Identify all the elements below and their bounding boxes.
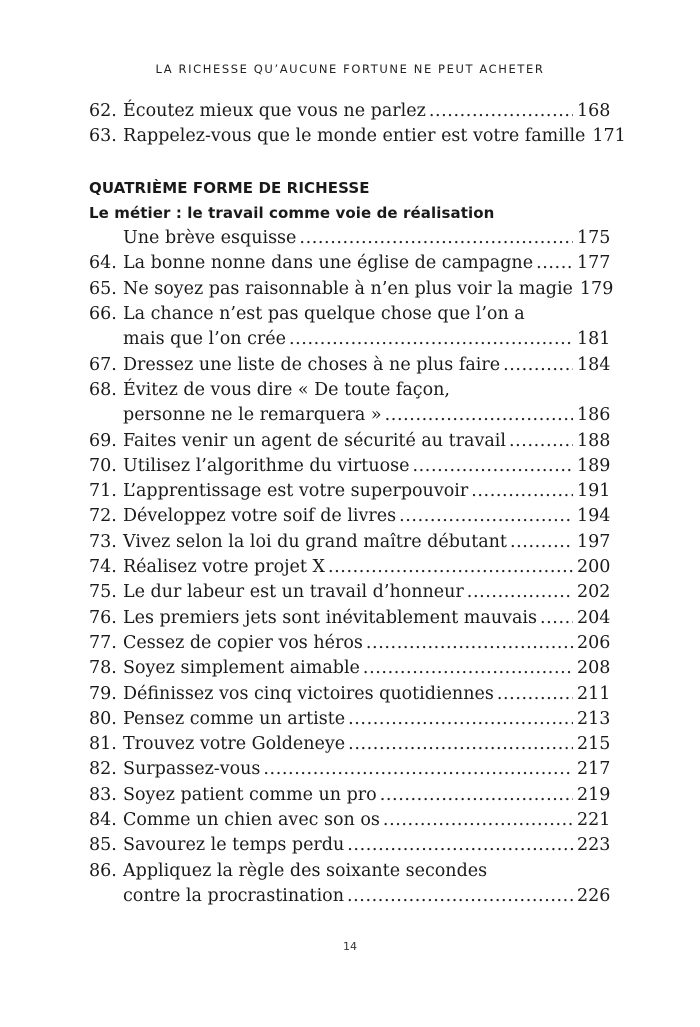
- table-of-contents: [89, 99, 626, 909]
- toc-entry: [89, 833, 609, 858]
- entry-number: 72.: [89, 506, 117, 527]
- toc-entry: [89, 530, 609, 555]
- toc-entry: [89, 631, 609, 656]
- entry-number: 74.: [89, 557, 117, 578]
- section-label: QUATRIÈME FORME DE RICHESSE: [89, 178, 370, 197]
- dot-leader: [348, 732, 573, 757]
- dot-leader: [471, 479, 573, 504]
- entry-page: 171: [592, 126, 626, 147]
- entry-title: Cessez de copier vos héros: [123, 632, 363, 653]
- section-spacer: [89, 150, 609, 176]
- toc-entry: [89, 99, 609, 124]
- dot-leader: [467, 580, 573, 605]
- toc-entries: [89, 251, 614, 909]
- entry-page: 204: [577, 607, 611, 628]
- dot-leader: [503, 353, 573, 378]
- entry-title: Réalisez votre projet X: [123, 557, 325, 578]
- toc-entry-continuation: [89, 884, 609, 909]
- dot-leader: [299, 226, 573, 251]
- toc-entry: [89, 859, 609, 884]
- dot-leader: [347, 884, 573, 909]
- entry-number: 84.: [89, 810, 117, 831]
- toc-entry: [89, 504, 609, 529]
- entry-number: 69.: [89, 430, 117, 451]
- entry-title: Développez votre soif de livres: [123, 506, 397, 527]
- toc-entry: [89, 251, 609, 276]
- entry-title: Savourez le temps perdu: [123, 835, 345, 856]
- entry-title: Rappelez-vous que le monde entier est votre famille: [123, 126, 586, 147]
- entry-page: 208: [577, 658, 611, 679]
- entry-number: 67.: [89, 354, 117, 375]
- entry-number: 85.: [89, 835, 117, 856]
- entry-page: 217: [577, 759, 611, 780]
- dot-leader: [497, 682, 573, 707]
- entry-page: 194: [577, 506, 611, 527]
- entry-number: 63.: [89, 126, 117, 147]
- entry-number: 65.: [89, 278, 117, 299]
- entry-page: 181: [577, 329, 611, 350]
- entry-page: 189: [577, 455, 611, 476]
- entry-page: 188: [577, 430, 611, 451]
- entry-number: 80.: [89, 708, 117, 729]
- entry-page: 191: [577, 481, 611, 502]
- dot-leader: [289, 327, 573, 352]
- entry-title: Pensez comme un artiste: [123, 708, 346, 729]
- toc-entry: [89, 555, 609, 580]
- entry-number: 73.: [89, 531, 117, 552]
- dot-leader: [509, 429, 573, 454]
- entry-title: Comme un chien avec son os: [123, 810, 380, 831]
- entry-title: Définissez vos cinq victoires quotidiennes: [123, 683, 494, 704]
- entry-title: La bonne nonne dans une église de campagne: [123, 253, 534, 274]
- toc-entry: [89, 682, 609, 707]
- dot-leader: [348, 707, 573, 732]
- entry-number: 86.: [89, 860, 117, 881]
- section-subtitle: Le métier : le travail comme voie de réalisation: [89, 203, 495, 222]
- dot-leader: [510, 530, 573, 555]
- entry-number: 77.: [89, 632, 117, 653]
- toc-entry: [89, 580, 609, 605]
- entry-page: 221: [577, 810, 611, 831]
- running-head: LA RICHESSE QU’AUCUNE FORTUNE NE PEUT ACHETER: [155, 62, 545, 76]
- entry-page: 168: [577, 101, 611, 121]
- toc-entry: [89, 454, 609, 479]
- entry-page: 202: [577, 582, 611, 603]
- entry-page: 184: [577, 354, 611, 375]
- dot-leader: [263, 757, 573, 782]
- entry-page: 179: [579, 278, 614, 299]
- entry-title: Écoutez mieux que vous ne parlez: [123, 101, 426, 121]
- entry-title: Le dur labeur est un travail d’honneur: [123, 582, 464, 603]
- toc-entry: [89, 732, 609, 757]
- entry-title-continued: mais que l’on crée: [123, 329, 286, 350]
- entry-number: 70.: [89, 455, 117, 476]
- toc-entry: [89, 479, 609, 504]
- entry-page: 213: [577, 708, 611, 729]
- entry-number: 64.: [89, 253, 117, 274]
- entry-page: 211: [577, 683, 611, 704]
- entry-number: 79.: [89, 683, 117, 704]
- entry-number: 66.: [89, 304, 117, 325]
- entry-number: 68.: [89, 379, 117, 400]
- entry-title: Dressez une liste de choses à ne plus faire: [123, 354, 501, 375]
- dot-leader: [536, 251, 573, 276]
- entry-title-continued: contre la procrastination: [123, 885, 344, 906]
- toc-entry-continuation: [89, 403, 609, 428]
- toc-entry: [89, 124, 626, 149]
- dot-leader: [363, 656, 573, 681]
- entry-title: Les premiers jets sont inévitablement mauvais: [123, 607, 537, 628]
- entry-title: Soyez simplement aimable: [123, 658, 360, 679]
- dot-leader: [412, 454, 573, 479]
- entry-page: 197: [577, 531, 611, 552]
- entry-title: Évitez de vous dire « De toute façon,: [123, 379, 450, 400]
- entry-page: 200: [577, 557, 611, 578]
- dot-leader: [366, 631, 573, 656]
- entry-page: 186: [577, 405, 611, 426]
- entry-number: 82.: [89, 759, 117, 780]
- entry-page: 219: [577, 784, 611, 805]
- toc-entry: [89, 277, 614, 302]
- entry-number: 71.: [89, 481, 117, 502]
- toc-entry-continuation: [89, 327, 609, 352]
- entry-title: Une brève esquisse: [123, 228, 297, 249]
- toc-entry: [89, 429, 609, 454]
- entry-page: 175: [577, 228, 611, 249]
- toc-entry: [89, 656, 609, 681]
- entry-title: Faites venir un agent de sécurité au travail: [123, 430, 506, 451]
- toc-entry: [89, 808, 609, 833]
- entry-title-continued: personne ne le remarquera »: [123, 405, 382, 426]
- entry-title: Surpassez-vous: [123, 759, 261, 780]
- entry-number: 81.: [89, 734, 117, 755]
- toc-entry: [89, 606, 609, 631]
- dot-leader: [385, 403, 573, 428]
- toc-entry: [89, 353, 609, 378]
- entry-number: 78.: [89, 658, 117, 679]
- entry-title: La chance n’est pas quelque chose que l’on a: [123, 304, 525, 325]
- toc-entry: [89, 707, 609, 732]
- entry-page: 215: [577, 734, 611, 755]
- toc-entry: [89, 302, 609, 327]
- toc-entry: [89, 783, 609, 808]
- entry-number: 76.: [89, 607, 117, 628]
- dot-leader: [383, 808, 573, 833]
- dot-leader: [347, 833, 573, 858]
- dot-leader: [380, 783, 573, 808]
- entry-number: 75.: [89, 582, 117, 603]
- toc-entry: [89, 757, 609, 782]
- dot-leader: [399, 504, 573, 529]
- page-number: 14: [343, 940, 357, 953]
- entry-page: 206: [577, 632, 611, 653]
- entry-page: 223: [577, 835, 611, 856]
- dot-leader: [540, 606, 573, 631]
- entry-number: 83.: [89, 784, 117, 805]
- entry-title: L’apprentissage est votre superpouvoir: [123, 481, 469, 502]
- entry-number: 62.: [89, 101, 117, 121]
- dot-leader: [429, 99, 573, 124]
- entry-title: Soyez patient comme un pro: [123, 784, 377, 805]
- entry-title: Ne soyez pas raisonnable à n’en plus voir la magie: [123, 278, 573, 299]
- dot-leader: [328, 555, 573, 580]
- entry-title: Appliquez la règle des soixante secondes: [123, 860, 488, 881]
- toc-entry: [89, 378, 609, 403]
- entry-title: Utilisez l’algorithme du virtuose: [123, 455, 410, 476]
- entry-page: 226: [577, 885, 611, 906]
- entry-page: 177: [577, 253, 611, 274]
- entry-title: Vivez selon la loi du grand maître débutant: [123, 531, 507, 552]
- toc-entry-intro: [89, 226, 609, 251]
- entry-title: Trouvez votre Goldeneye: [123, 734, 346, 755]
